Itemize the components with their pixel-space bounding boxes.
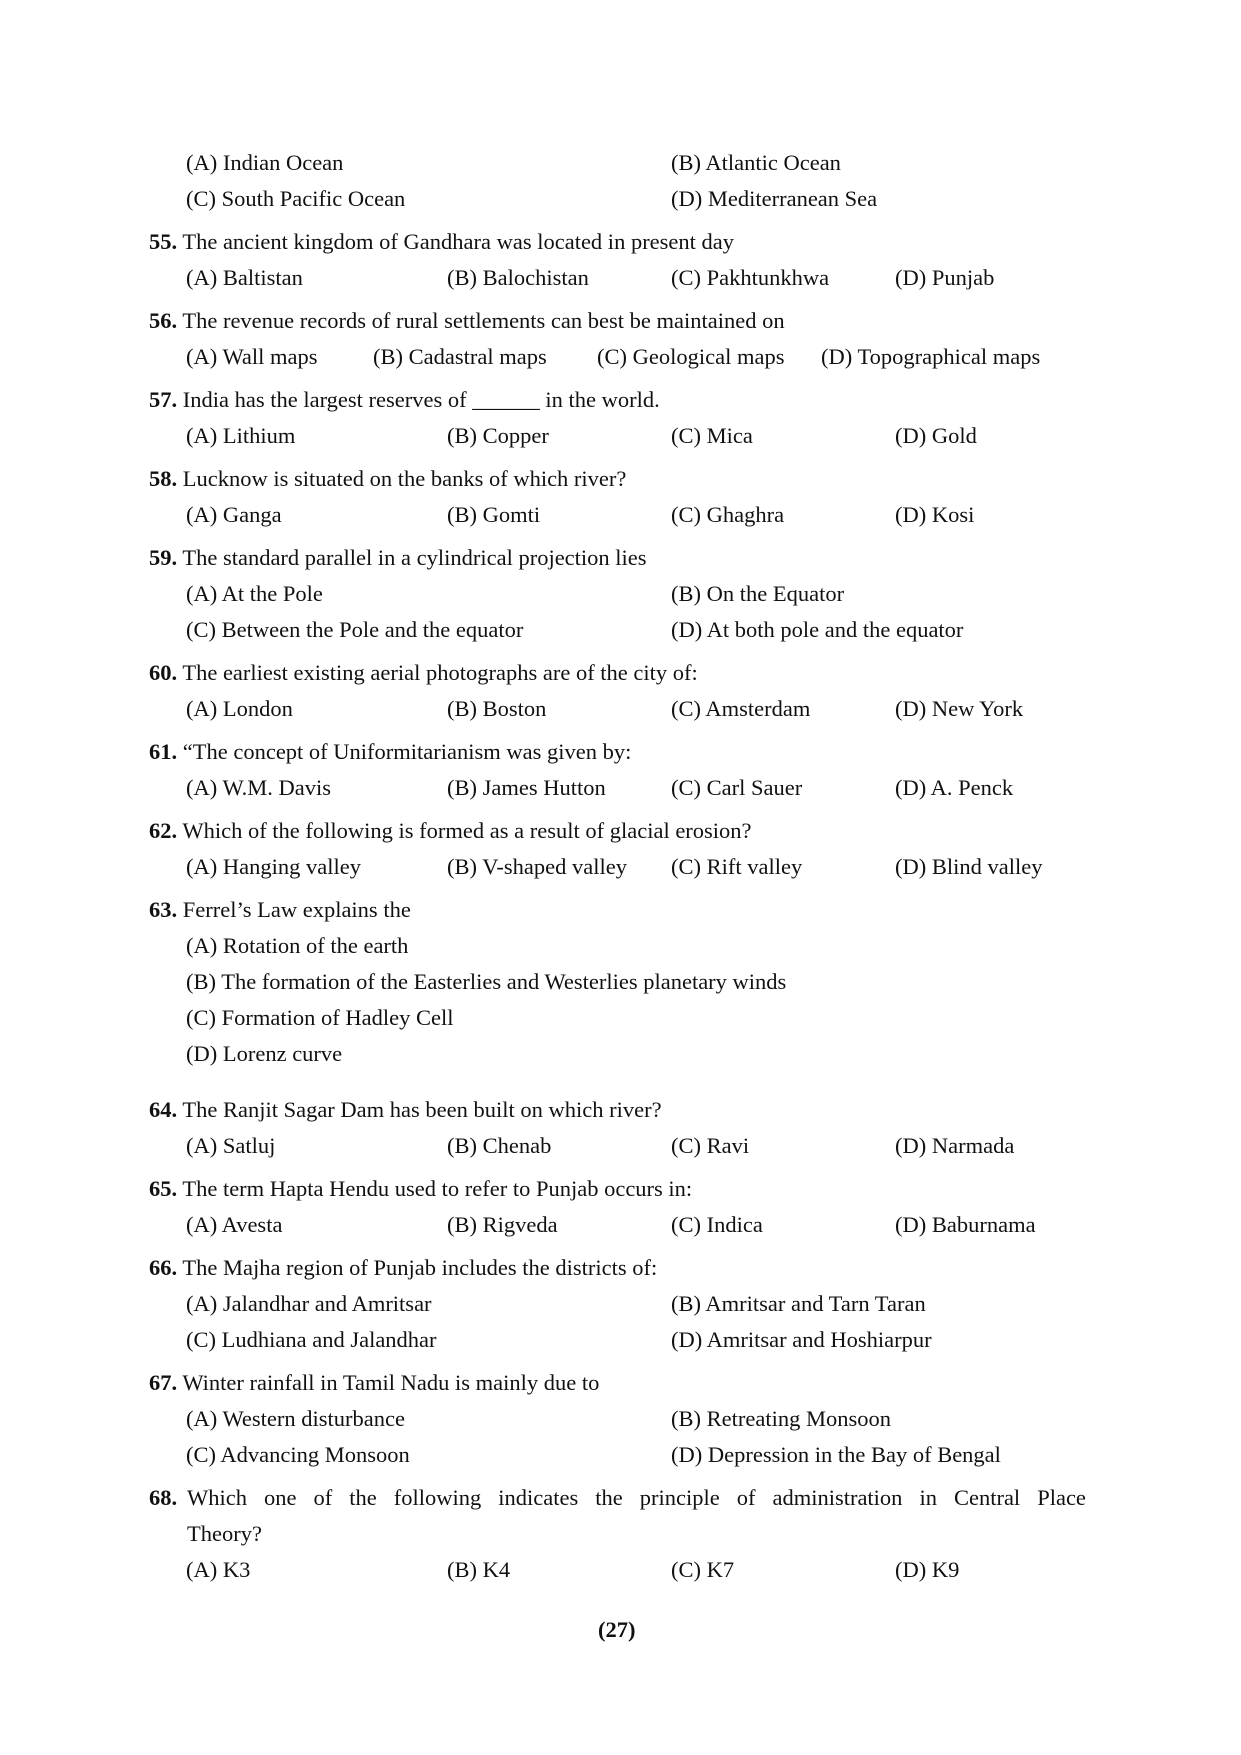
word: Place [1037,1485,1086,1510]
question-number: 60. [149,660,178,685]
option: (D) Punjab [895,265,995,290]
question-63 [149,899,411,922]
question-text: The Ranjit Sagar Dam has been built on which river? [182,1097,662,1122]
question-61 [149,741,631,764]
word: indicates [498,1485,579,1510]
question-number: 58. [149,466,178,491]
question-68-text-line1 [187,1487,1086,1510]
word: Central [953,1485,1021,1510]
option: (C) Between the Pole and the equator [186,617,524,642]
option: (A) Rotation of the earth [186,933,409,958]
option: (C) Formation of Hadley Cell [186,1005,454,1030]
option: (B) The formation of the Easterlies and Westerlies planetary winds [186,969,787,994]
option: (D) Blind valley [895,854,1043,879]
option: (C) Rift valley [671,854,803,879]
option: (B) K4 [447,1557,511,1582]
option: (A) At the Pole [186,581,323,606]
option: (A) W.M. Davis [186,775,331,800]
option: (C) K7 [671,1557,735,1582]
option: (A) Lithium [186,423,296,448]
word: in [919,1485,937,1510]
question-text: The standard parallel in a cylindrical projection lies [182,545,647,570]
question-text: The ancient kingdom of Gandhara was located in present day [182,229,735,254]
question-64 [149,1099,662,1122]
question-number: 66. [149,1255,178,1280]
word: the [595,1485,623,1510]
option: (C) Geological maps [597,344,785,369]
word: one [263,1485,297,1510]
option: (A) Hanging valley [186,854,361,879]
option: (C) Ludhiana and Jalandhar [186,1327,437,1352]
question-number: 62. [149,818,178,843]
question-55 [149,231,734,254]
question-66 [149,1257,657,1280]
option: (D) Topographical maps [821,344,1041,369]
question-text: “The concept of Uniformitarianism was given by: [182,739,632,764]
page-number: (27) [598,1617,636,1642]
question-number: 61. [149,739,178,764]
question-number: 59. [149,545,178,570]
option: (C) Carl Sauer [671,775,803,800]
option: (A) Avesta [186,1212,283,1237]
option: (C) Indica [671,1212,763,1237]
question-number: 67. [149,1370,178,1395]
question-text: Lucknow is situated on the banks of which river? [182,466,627,491]
option: (C) Advancing Monsoon [186,1442,410,1467]
option: (C) Amsterdam [671,696,811,721]
option: (B) Retreating Monsoon [671,1406,891,1431]
option: (A) K3 [186,1557,251,1582]
option: (B) Balochistan [447,265,589,290]
option: (D) Amritsar and Hoshiarpur [671,1327,932,1352]
option: (B) Rigveda [447,1212,558,1237]
word: of [313,1485,333,1510]
question-text: India has the largest reserves of ______ in the world. [182,387,660,412]
option: (D) Lorenz curve [186,1041,343,1066]
word: of [736,1485,756,1510]
word: administration [772,1485,903,1510]
option: (B) James Hutton [447,775,606,800]
option: (D) Kosi [895,502,975,527]
option: (D) New York [895,696,1024,721]
question-number: 56. [149,308,178,333]
option: (A) Wall maps [186,344,318,369]
word: following [393,1485,482,1510]
question-67 [149,1372,599,1395]
question-text: Which of the following is formed as a result of glacial erosion? [182,818,752,843]
option: (D) A. Penck [895,775,1014,800]
option: (C) Ravi [671,1133,750,1158]
question-58 [149,468,626,491]
question-59 [149,547,647,570]
option: (D) At both pole and the equator [671,617,964,642]
question-text: The Majha region of Punjab includes the districts of: [182,1255,658,1280]
question-62 [149,820,752,843]
option: (D) Baburnama [895,1212,1036,1237]
option: (D) Narmada [895,1133,1015,1158]
question-60 [149,662,698,685]
option: (C) Mica [671,423,753,448]
option: (D) K9 [895,1557,960,1582]
question-65 [149,1178,692,1201]
option: (C) Ghaghra [671,502,785,527]
option: (D) Depression in the Bay of Bengal [671,1442,1001,1467]
option-c: (C) South Pacific Ocean [186,186,406,211]
question-text: Ferrel’s Law explains the [182,897,411,922]
option: (B) Copper [447,423,549,448]
question-number: 64. [149,1097,178,1122]
question-68-text-line2: Theory? [187,1521,262,1546]
question-number: 63. [149,897,178,922]
option: (A) Ganga [186,502,282,527]
option-d: (D) Mediterranean Sea [671,186,878,211]
option: (A) Satluj [186,1133,276,1158]
option: (B) V-shaped valley [447,854,627,879]
question-text: Winter rainfall in Tamil Nadu is mainly due to [182,1370,600,1395]
question-56 [149,310,785,333]
question-text: The term Hapta Hendu used to refer to Punjab occurs in: [182,1176,693,1201]
option: (B) Cadastral maps [373,344,547,369]
option-a: (A) Indian Ocean [186,150,344,175]
question-number: 65. [149,1176,178,1201]
option: (A) Western disturbance [186,1406,405,1431]
option: (A) London [186,696,293,721]
option: (B) On the Equator [671,581,845,606]
question-text: The revenue records of rural settlements can best be maintained on [182,308,785,333]
option-b: (B) Atlantic Ocean [671,150,841,175]
question-57 [149,389,660,412]
option: (B) Boston [447,696,547,721]
option: (A) Jalandhar and Amritsar [186,1291,432,1316]
question-text: The earliest existing aerial photographs are of the city of: [182,660,698,685]
option: (D) Gold [895,423,977,448]
word: the [349,1485,377,1510]
word: principle [639,1485,720,1510]
question-number: 68. [149,1485,178,1510]
option: (B) Amritsar and Tarn Taran [671,1291,926,1316]
question-number: 57. [149,387,178,412]
option: (B) Gomti [447,502,541,527]
option: (B) Chenab [447,1133,552,1158]
word: Which [187,1485,247,1510]
question-number: 55. [149,229,178,254]
option: (A) Baltistan [186,265,303,290]
option: (C) Pakhtunkhwa [671,265,830,290]
